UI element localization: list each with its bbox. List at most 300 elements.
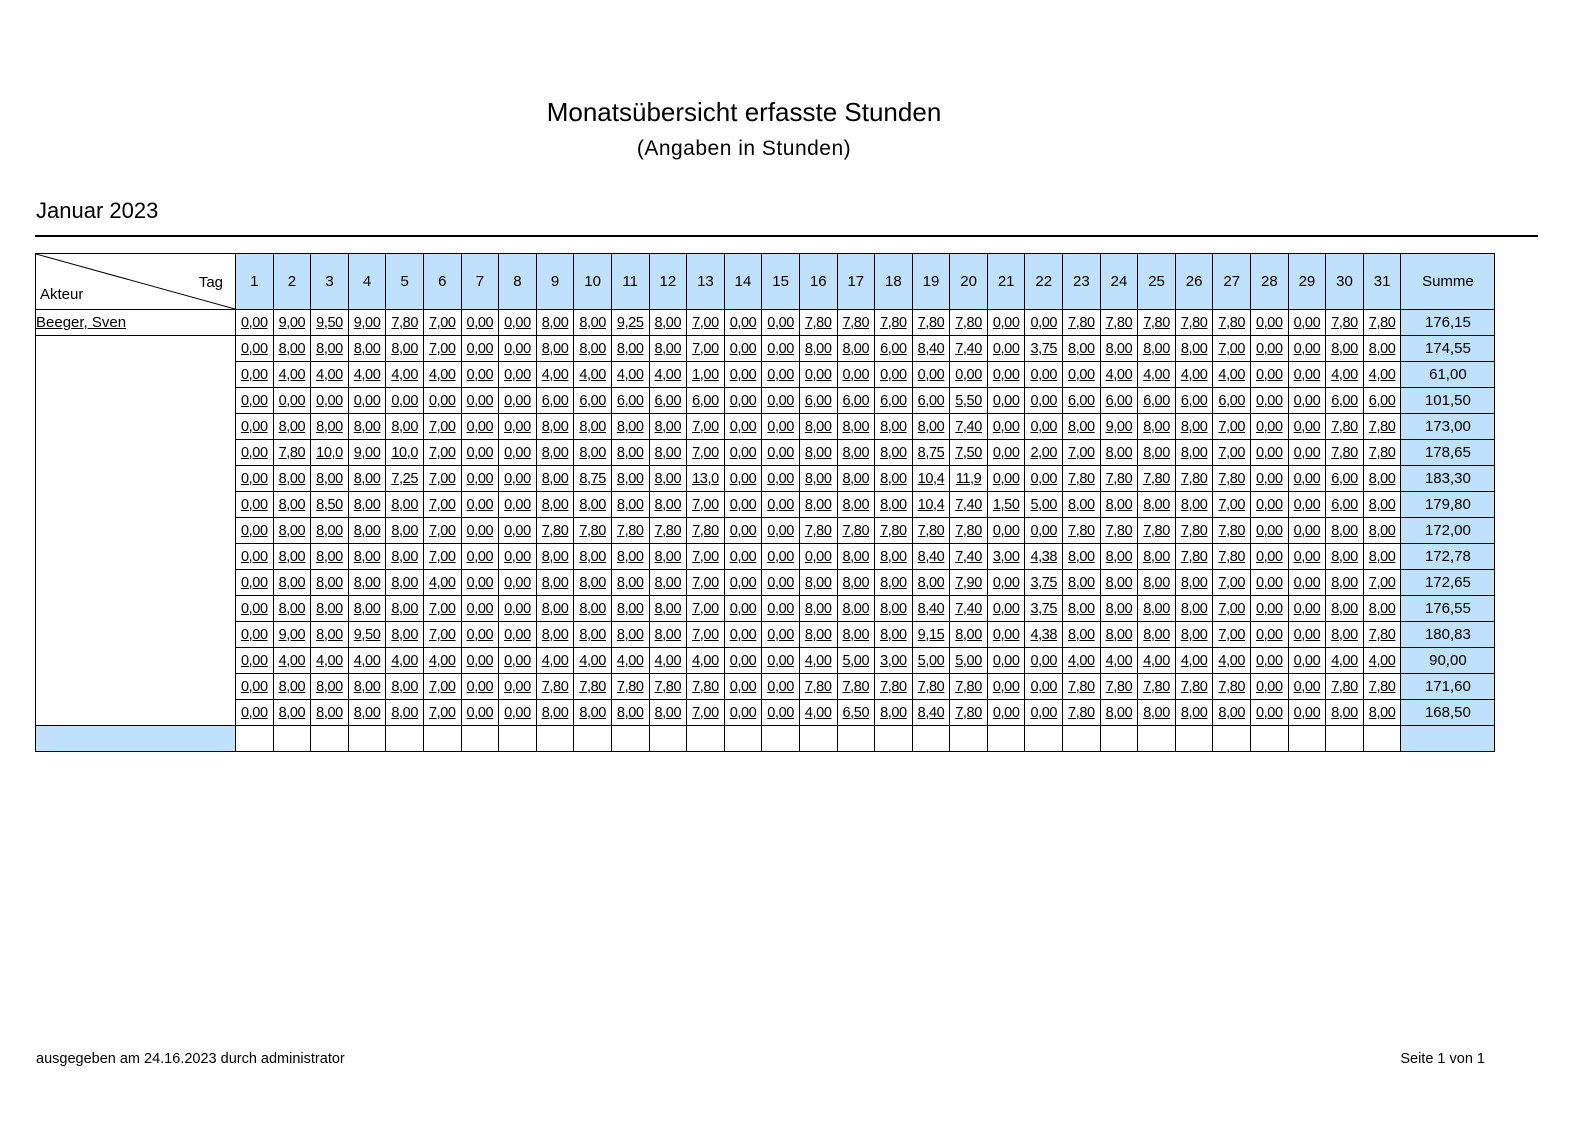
hours-cell[interactable]: 8,00 (649, 596, 687, 622)
hours-cell[interactable]: 4,00 (1213, 648, 1251, 674)
hours-cell[interactable]: 8,00 (348, 414, 386, 440)
hours-cell[interactable]: 8,00 (386, 622, 424, 648)
hours-cell[interactable]: 1,50 (987, 492, 1025, 518)
hours-cell[interactable]: 0,00 (461, 674, 499, 700)
hours-cell[interactable]: 7,00 (423, 336, 461, 362)
hours-cell[interactable]: 8,00 (273, 674, 311, 700)
hours-cell[interactable]: 4,00 (311, 648, 349, 674)
hours-cell[interactable]: 7,80 (1138, 310, 1176, 336)
hours-cell[interactable]: 8,00 (574, 544, 612, 570)
hours-cell[interactable]: 0,00 (499, 518, 537, 544)
hours-cell[interactable]: 8,00 (649, 700, 687, 726)
hours-cell[interactable]: 0,00 (1288, 674, 1326, 700)
hours-cell[interactable]: 4,00 (799, 648, 837, 674)
hours-cell[interactable]: 8,00 (1175, 570, 1213, 596)
hours-cell[interactable]: 0,00 (724, 570, 762, 596)
hours-cell[interactable]: 8,00 (574, 310, 612, 336)
hours-cell[interactable]: 7,80 (1213, 310, 1251, 336)
hours-cell[interactable]: 0,00 (1025, 518, 1063, 544)
hours-cell[interactable]: 0,00 (1288, 492, 1326, 518)
hours-cell[interactable]: 3,00 (987, 544, 1025, 570)
hours-cell[interactable]: 0,00 (1251, 362, 1289, 388)
hours-cell[interactable]: 0,00 (987, 518, 1025, 544)
hours-cell[interactable]: 8,00 (611, 440, 649, 466)
hours-cell[interactable]: 4,00 (574, 648, 612, 674)
hours-cell[interactable]: 0,00 (724, 596, 762, 622)
hours-cell[interactable]: 7,00 (1213, 596, 1251, 622)
hours-cell[interactable]: 4,00 (348, 362, 386, 388)
hours-cell[interactable]: 8,00 (386, 518, 424, 544)
hours-cell[interactable]: 6,00 (875, 336, 913, 362)
hours-cell[interactable]: 8,00 (273, 596, 311, 622)
hours-cell[interactable]: 0,00 (762, 622, 800, 648)
hours-cell[interactable]: 8,00 (1138, 596, 1176, 622)
hours-cell[interactable]: 0,00 (499, 414, 537, 440)
hours-cell[interactable]: 6,00 (1326, 388, 1364, 414)
hours-cell[interactable]: 8,00 (574, 336, 612, 362)
hours-cell[interactable]: 8,00 (1326, 700, 1364, 726)
hours-cell[interactable]: 8,00 (649, 310, 687, 336)
hours-cell[interactable]: 8,00 (536, 700, 574, 726)
hours-cell[interactable]: 6,00 (912, 388, 950, 414)
hours-cell[interactable]: 7,80 (536, 674, 574, 700)
hours-cell[interactable]: 8,00 (799, 570, 837, 596)
hours-cell[interactable]: 8,00 (348, 544, 386, 570)
hours-cell[interactable]: 7,80 (1363, 414, 1401, 440)
hours-cell[interactable]: 8,00 (611, 596, 649, 622)
hours-cell[interactable]: 7,00 (423, 466, 461, 492)
hours-cell[interactable]: 0,00 (762, 414, 800, 440)
hours-cell[interactable]: 8,00 (875, 414, 913, 440)
hours-cell[interactable]: 8,00 (611, 492, 649, 518)
hours-cell[interactable]: 3,00 (875, 648, 913, 674)
hours-cell[interactable]: 7,80 (875, 518, 913, 544)
hours-cell[interactable]: 8,00 (649, 440, 687, 466)
hours-cell[interactable]: 7,80 (950, 518, 988, 544)
hours-cell[interactable]: 0,00 (1251, 700, 1289, 726)
hours-cell[interactable]: 4,00 (687, 648, 725, 674)
hours-cell[interactable]: 8,00 (912, 414, 950, 440)
hours-cell[interactable]: 8,00 (1138, 570, 1176, 596)
hours-cell[interactable]: 0,00 (461, 336, 499, 362)
hours-cell[interactable]: 8,00 (1326, 622, 1364, 648)
hours-cell[interactable]: 0,00 (1251, 388, 1289, 414)
hours-cell[interactable]: 0,00 (762, 674, 800, 700)
hours-cell[interactable]: 4,00 (1138, 648, 1176, 674)
hours-cell[interactable]: 8,00 (574, 596, 612, 622)
hours-cell[interactable]: 7,00 (687, 570, 725, 596)
hours-cell[interactable]: 8,00 (273, 570, 311, 596)
hours-cell[interactable]: 7,80 (950, 674, 988, 700)
hours-cell[interactable]: 7,00 (423, 414, 461, 440)
hours-cell[interactable]: 0,00 (499, 492, 537, 518)
hours-cell[interactable]: 8,00 (799, 492, 837, 518)
hours-cell[interactable]: 8,00 (311, 544, 349, 570)
hours-cell[interactable]: 0,00 (499, 388, 537, 414)
hours-cell[interactable]: 8,00 (649, 492, 687, 518)
hours-cell[interactable]: 8,00 (1063, 492, 1101, 518)
hours-cell[interactable]: 7,80 (1175, 518, 1213, 544)
hours-cell[interactable]: 0,00 (1251, 466, 1289, 492)
hours-cell[interactable]: 8,00 (837, 414, 875, 440)
hours-cell[interactable]: 7,80 (574, 518, 612, 544)
hours-cell[interactable]: 8,00 (536, 336, 574, 362)
hours-cell[interactable]: 0,00 (762, 362, 800, 388)
hours-cell[interactable]: 8,00 (311, 596, 349, 622)
hours-cell[interactable]: 8,00 (536, 544, 574, 570)
hours-cell[interactable]: 0,00 (1288, 622, 1326, 648)
hours-cell[interactable]: 0,00 (1025, 414, 1063, 440)
hours-cell[interactable]: 7,40 (950, 336, 988, 362)
hours-cell[interactable]: 7,00 (423, 492, 461, 518)
hours-cell[interactable]: 4,00 (649, 362, 687, 388)
hours-cell[interactable]: 8,00 (1100, 440, 1138, 466)
hours-cell[interactable]: 7,80 (1213, 544, 1251, 570)
hours-cell[interactable]: 8,00 (1138, 440, 1176, 466)
hours-cell[interactable]: 10,0 (311, 440, 349, 466)
hours-cell[interactable]: 0,00 (987, 440, 1025, 466)
hours-cell[interactable]: 7,80 (799, 518, 837, 544)
hours-cell[interactable]: 7,40 (950, 596, 988, 622)
hours-cell[interactable]: 0,00 (987, 336, 1025, 362)
hours-cell[interactable]: 7,80 (875, 674, 913, 700)
hours-cell[interactable]: 8,00 (1063, 414, 1101, 440)
hours-cell[interactable]: 4,00 (1326, 648, 1364, 674)
hours-cell[interactable]: 8,00 (311, 674, 349, 700)
hours-cell[interactable]: 8,00 (1326, 336, 1364, 362)
hours-cell[interactable]: 8,00 (574, 622, 612, 648)
hours-cell[interactable]: 7,80 (1326, 674, 1364, 700)
hours-cell[interactable]: 0,00 (724, 414, 762, 440)
hours-cell[interactable]: 0,00 (461, 622, 499, 648)
hours-cell[interactable]: 8,00 (837, 440, 875, 466)
hours-cell[interactable]: 7,80 (1100, 674, 1138, 700)
hours-cell[interactable]: 6,00 (875, 388, 913, 414)
hours-cell[interactable]: 0,00 (1025, 648, 1063, 674)
hours-cell[interactable]: 7,00 (423, 440, 461, 466)
hours-cell[interactable]: 8,00 (348, 466, 386, 492)
hours-cell[interactable]: 0,00 (1288, 310, 1326, 336)
hours-cell[interactable]: 8,00 (1100, 492, 1138, 518)
hours-cell[interactable]: 0,00 (1288, 388, 1326, 414)
hours-cell[interactable]: 8,00 (386, 544, 424, 570)
hours-cell[interactable]: 4,00 (423, 570, 461, 596)
hours-cell[interactable]: 6,00 (536, 388, 574, 414)
hours-cell[interactable]: 0,00 (724, 336, 762, 362)
hours-cell[interactable]: 4,00 (536, 362, 574, 388)
hours-cell[interactable]: 9,25 (611, 310, 649, 336)
hours-cell[interactable]: 8,00 (799, 440, 837, 466)
hours-cell[interactable]: 7,00 (423, 700, 461, 726)
hours-cell[interactable]: 7,80 (912, 310, 950, 336)
hours-cell[interactable]: 8,00 (311, 622, 349, 648)
hours-cell[interactable]: 0,00 (912, 362, 950, 388)
hours-cell[interactable]: 8,00 (1175, 336, 1213, 362)
hours-cell[interactable]: 7,00 (1063, 440, 1101, 466)
hours-cell[interactable]: 8,00 (1063, 622, 1101, 648)
hours-cell[interactable]: 0,00 (987, 648, 1025, 674)
hours-cell[interactable]: 0,00 (1251, 544, 1289, 570)
hours-cell[interactable]: 0,00 (461, 414, 499, 440)
hours-cell[interactable]: 8,00 (1138, 622, 1176, 648)
hours-cell[interactable]: 0,00 (386, 388, 424, 414)
hours-cell[interactable]: 0,00 (236, 674, 274, 700)
hours-cell[interactable]: 0,00 (1025, 700, 1063, 726)
hours-cell[interactable]: 0,00 (724, 622, 762, 648)
hours-cell[interactable]: 6,00 (1363, 388, 1401, 414)
hours-cell[interactable]: 7,80 (611, 518, 649, 544)
hours-cell[interactable]: 8,00 (1213, 700, 1251, 726)
hours-cell[interactable]: 4,00 (348, 648, 386, 674)
hours-cell[interactable]: 0,00 (799, 362, 837, 388)
hours-cell[interactable]: 8,00 (837, 492, 875, 518)
hours-cell[interactable]: 6,00 (1326, 466, 1364, 492)
hours-cell[interactable]: 7,80 (1213, 518, 1251, 544)
hours-cell[interactable]: 8,00 (273, 336, 311, 362)
hours-cell[interactable]: 8,00 (1363, 596, 1401, 622)
hours-cell[interactable]: 8,00 (611, 336, 649, 362)
hours-cell[interactable]: 5,00 (950, 648, 988, 674)
hours-cell[interactable]: 0,00 (762, 492, 800, 518)
hours-cell[interactable]: 8,00 (1363, 518, 1401, 544)
hours-cell[interactable]: 7,00 (1213, 440, 1251, 466)
hours-cell[interactable]: 7,00 (1213, 336, 1251, 362)
hours-cell[interactable]: 0,00 (799, 544, 837, 570)
hours-cell[interactable]: 8,40 (912, 544, 950, 570)
hours-cell[interactable]: 0,00 (461, 466, 499, 492)
hours-cell[interactable]: 0,00 (423, 388, 461, 414)
hours-cell[interactable]: 8,00 (799, 622, 837, 648)
hours-cell[interactable]: 11,9 (950, 466, 988, 492)
hours-cell[interactable]: 0,00 (499, 336, 537, 362)
hours-cell[interactable]: 7,80 (1138, 466, 1176, 492)
hours-cell[interactable]: 8,00 (611, 570, 649, 596)
hours-cell[interactable]: 4,00 (386, 362, 424, 388)
hours-cell[interactable]: 3,75 (1025, 596, 1063, 622)
hours-cell[interactable]: 4,00 (273, 648, 311, 674)
hours-cell[interactable]: 7,80 (1063, 466, 1101, 492)
hours-cell[interactable]: 0,00 (1251, 440, 1289, 466)
hours-cell[interactable]: 8,00 (875, 544, 913, 570)
hours-cell[interactable]: 0,00 (236, 466, 274, 492)
hours-cell[interactable]: 7,00 (1363, 570, 1401, 596)
hours-cell[interactable]: 0,00 (950, 362, 988, 388)
hours-cell[interactable]: 8,00 (875, 700, 913, 726)
hours-cell[interactable]: 4,00 (574, 362, 612, 388)
hours-cell[interactable]: 0,00 (762, 544, 800, 570)
hours-cell[interactable]: 0,00 (1251, 570, 1289, 596)
hours-cell[interactable]: 8,00 (912, 570, 950, 596)
hours-cell[interactable]: 8,00 (1363, 492, 1401, 518)
hours-cell[interactable]: 10,4 (912, 466, 950, 492)
hours-cell[interactable]: 0,00 (461, 518, 499, 544)
hours-cell[interactable]: 8,00 (1100, 596, 1138, 622)
hours-cell[interactable]: 8,00 (574, 414, 612, 440)
hours-cell[interactable]: 0,00 (1063, 362, 1101, 388)
hours-cell[interactable]: 0,00 (1288, 362, 1326, 388)
hours-cell[interactable]: 8,00 (536, 414, 574, 440)
hours-cell[interactable]: 7,80 (1363, 310, 1401, 336)
hours-cell[interactable]: 0,00 (461, 362, 499, 388)
hours-cell[interactable]: 7,90 (950, 570, 988, 596)
hours-cell[interactable]: 0,00 (1288, 466, 1326, 492)
hours-cell[interactable]: 0,00 (236, 492, 274, 518)
hours-cell[interactable]: 7,00 (687, 544, 725, 570)
hours-cell[interactable]: 4,38 (1025, 622, 1063, 648)
hours-cell[interactable]: 0,00 (461, 310, 499, 336)
hours-cell[interactable]: 8,00 (348, 674, 386, 700)
hours-cell[interactable]: 7,80 (875, 310, 913, 336)
hours-cell[interactable]: 8,00 (1326, 596, 1364, 622)
hours-cell[interactable]: 0,00 (987, 674, 1025, 700)
hours-cell[interactable]: 0,00 (1251, 414, 1289, 440)
hours-cell[interactable]: 8,75 (574, 466, 612, 492)
hours-cell[interactable]: 8,00 (611, 544, 649, 570)
hours-cell[interactable]: 8,00 (348, 336, 386, 362)
hours-cell[interactable]: 0,00 (762, 440, 800, 466)
hours-cell[interactable]: 8,00 (1100, 570, 1138, 596)
hours-cell[interactable]: 4,38 (1025, 544, 1063, 570)
hours-cell[interactable]: 8,00 (837, 622, 875, 648)
hours-cell[interactable]: 7,80 (1100, 310, 1138, 336)
hours-cell[interactable]: 0,00 (762, 466, 800, 492)
hours-cell[interactable]: 6,00 (1326, 492, 1364, 518)
hours-cell[interactable]: 7,00 (687, 700, 725, 726)
hours-cell[interactable]: 0,00 (499, 440, 537, 466)
hours-cell[interactable]: 0,00 (461, 570, 499, 596)
hours-cell[interactable]: 8,00 (649, 414, 687, 440)
hours-cell[interactable]: 8,00 (649, 466, 687, 492)
hours-cell[interactable]: 0,00 (762, 310, 800, 336)
hours-cell[interactable]: 4,00 (1213, 362, 1251, 388)
hours-cell[interactable]: 8,00 (1175, 414, 1213, 440)
hours-cell[interactable]: 0,00 (762, 596, 800, 622)
hours-cell[interactable]: 0,00 (311, 388, 349, 414)
hours-cell[interactable]: 9,50 (348, 622, 386, 648)
hours-cell[interactable]: 2,00 (1025, 440, 1063, 466)
hours-cell[interactable]: 8,00 (273, 492, 311, 518)
hours-cell[interactable]: 0,00 (499, 544, 537, 570)
hours-cell[interactable]: 0,00 (461, 648, 499, 674)
hours-cell[interactable]: 0,00 (236, 596, 274, 622)
hours-cell[interactable]: 8,40 (912, 336, 950, 362)
hours-cell[interactable]: 7,80 (912, 674, 950, 700)
hours-cell[interactable]: 8,00 (1100, 622, 1138, 648)
hours-cell[interactable]: 0,00 (1288, 414, 1326, 440)
hours-cell[interactable]: 7,80 (687, 674, 725, 700)
hours-cell[interactable]: 7,00 (687, 414, 725, 440)
hours-cell[interactable]: 7,80 (950, 700, 988, 726)
hours-cell[interactable]: 10,4 (912, 492, 950, 518)
hours-cell[interactable]: 0,00 (1251, 596, 1289, 622)
hours-cell[interactable]: 7,00 (687, 622, 725, 648)
hours-cell[interactable]: 8,40 (912, 700, 950, 726)
hours-cell[interactable]: 0,00 (1288, 648, 1326, 674)
hours-cell[interactable]: 8,00 (799, 466, 837, 492)
hours-cell[interactable]: 8,00 (611, 414, 649, 440)
hours-cell[interactable]: 6,00 (649, 388, 687, 414)
hours-cell[interactable]: 0,00 (1251, 492, 1289, 518)
hours-cell[interactable]: 0,00 (1251, 648, 1289, 674)
hours-cell[interactable]: 0,00 (987, 622, 1025, 648)
hours-cell[interactable]: 0,00 (762, 518, 800, 544)
hours-cell[interactable]: 7,80 (1175, 674, 1213, 700)
hours-cell[interactable]: 4,00 (1100, 362, 1138, 388)
hours-cell[interactable]: 6,00 (574, 388, 612, 414)
hours-cell[interactable]: 0,00 (236, 700, 274, 726)
hours-cell[interactable]: 0,00 (1025, 362, 1063, 388)
hours-cell[interactable]: 8,50 (311, 492, 349, 518)
hours-cell[interactable]: 8,00 (574, 440, 612, 466)
hours-cell[interactable]: 6,00 (1213, 388, 1251, 414)
hours-cell[interactable]: 7,00 (687, 596, 725, 622)
hours-cell[interactable]: 8,00 (348, 492, 386, 518)
hours-cell[interactable]: 7,00 (1213, 492, 1251, 518)
hours-cell[interactable]: 8,00 (273, 414, 311, 440)
hours-cell[interactable]: 0,00 (499, 570, 537, 596)
hours-cell[interactable]: 0,00 (236, 570, 274, 596)
hours-cell[interactable]: 7,80 (1063, 518, 1101, 544)
hours-cell[interactable]: 7,80 (1063, 700, 1101, 726)
hours-cell[interactable]: 7,40 (950, 492, 988, 518)
hours-cell[interactable]: 4,00 (1175, 362, 1213, 388)
hours-cell[interactable]: 9,00 (273, 622, 311, 648)
hours-cell[interactable]: 0,00 (499, 674, 537, 700)
hours-cell[interactable]: 6,50 (837, 700, 875, 726)
hours-cell[interactable]: 0,00 (1288, 518, 1326, 544)
hours-cell[interactable]: 7,00 (423, 544, 461, 570)
hours-cell[interactable]: 7,80 (950, 310, 988, 336)
hours-cell[interactable]: 4,00 (423, 648, 461, 674)
hours-cell[interactable]: 8,00 (1326, 570, 1364, 596)
hours-cell[interactable]: 0,00 (987, 570, 1025, 596)
hours-cell[interactable]: 0,00 (1025, 674, 1063, 700)
hours-cell[interactable]: 6,00 (1063, 388, 1101, 414)
hours-cell[interactable]: 4,00 (799, 700, 837, 726)
hours-cell[interactable]: 8,00 (536, 310, 574, 336)
hours-cell[interactable]: 8,00 (348, 700, 386, 726)
hours-cell[interactable]: 8,00 (1063, 336, 1101, 362)
hours-cell[interactable]: 8,00 (386, 700, 424, 726)
hours-cell[interactable]: 0,00 (461, 492, 499, 518)
hours-cell[interactable]: 0,00 (987, 596, 1025, 622)
hours-cell[interactable]: 8,00 (536, 440, 574, 466)
hours-cell[interactable]: 8,00 (875, 440, 913, 466)
hours-cell[interactable]: 9,00 (1100, 414, 1138, 440)
hours-cell[interactable]: 8,00 (1138, 492, 1176, 518)
hours-cell[interactable]: 0,00 (1025, 310, 1063, 336)
hours-cell[interactable]: 0,00 (762, 648, 800, 674)
hours-cell[interactable]: 7,80 (1363, 440, 1401, 466)
hours-cell[interactable]: 8,00 (574, 570, 612, 596)
hours-cell[interactable]: 0,00 (236, 414, 274, 440)
hours-cell[interactable]: 0,00 (987, 700, 1025, 726)
hours-cell[interactable]: 0,00 (236, 440, 274, 466)
hours-cell[interactable]: 7,80 (1138, 518, 1176, 544)
hours-cell[interactable]: 9,15 (912, 622, 950, 648)
hours-cell[interactable]: 8,00 (1100, 544, 1138, 570)
hours-cell[interactable]: 8,75 (912, 440, 950, 466)
hours-cell[interactable]: 4,00 (386, 648, 424, 674)
hours-cell[interactable]: 7,80 (536, 518, 574, 544)
hours-cell[interactable]: 8,00 (875, 622, 913, 648)
hours-cell[interactable]: 8,00 (1363, 700, 1401, 726)
hours-cell[interactable]: 8,00 (837, 544, 875, 570)
hours-cell[interactable]: 8,00 (649, 570, 687, 596)
hours-cell[interactable]: 4,00 (311, 362, 349, 388)
hours-cell[interactable]: 8,00 (837, 596, 875, 622)
hours-cell[interactable]: 0,00 (499, 622, 537, 648)
